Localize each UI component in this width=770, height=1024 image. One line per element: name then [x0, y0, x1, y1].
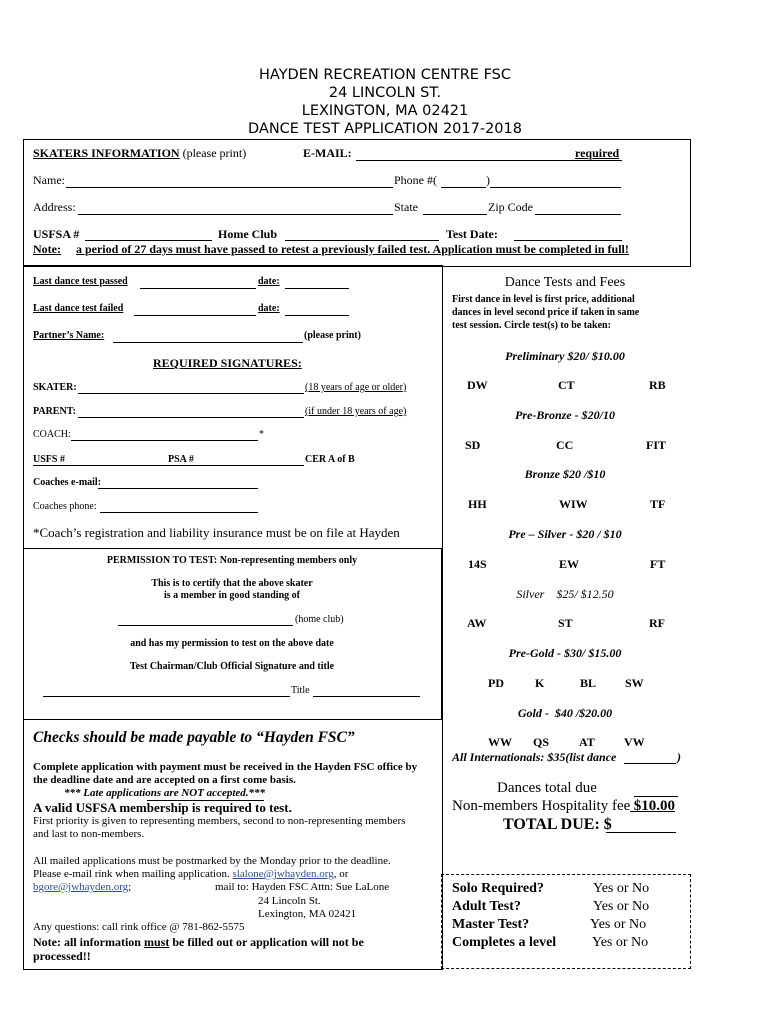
- name-input-line[interactable]: [66, 187, 393, 188]
- coach-star: *: [259, 429, 264, 440]
- permission-line-3: and has my permission to test on the above date: [130, 638, 334, 649]
- date2-label: date:: [258, 303, 280, 314]
- note-must-line: Note: all information must be filled out or application will not be: [33, 935, 364, 949]
- parent-sig-note: (if under 18 years of age): [305, 406, 407, 417]
- header-line-2: 24 LINCOLN ST.: [328, 85, 442, 101]
- usfs-line[interactable]: [33, 465, 168, 466]
- signatures-title: REQUIRED SIGNATURES:: [153, 356, 302, 370]
- skater-info-title: SKATERS INFORMATION (please print): [33, 146, 247, 160]
- skater-sig-note: (18 years of age or older): [305, 382, 407, 393]
- phone-label: Phone #(: [394, 173, 437, 187]
- hospitality-amount: $10.00: [630, 798, 675, 814]
- usfsa-input-line[interactable]: [85, 240, 212, 241]
- level-pre-bronze: Pre-Bronze - $20/10: [515, 408, 615, 422]
- official-title-label: Title: [291, 685, 310, 696]
- header-line-1: HAYDEN RECREATION CENTRE FSC: [259, 67, 511, 83]
- dance-qs[interactable]: QS: [533, 735, 550, 749]
- parent-sig-label: PARENT:: [33, 406, 76, 417]
- questions-line: Any questions: call rink office @ 781-862-5575: [33, 921, 245, 933]
- option-master-value[interactable]: Yes or No: [590, 917, 647, 932]
- complete-line-1: Complete application with payment must be received in the Hayden FSC office by: [33, 761, 418, 773]
- checks-payable: Checks should be made payable to “Hayden FSC”: [33, 729, 355, 746]
- permission-line-1: This is to certify that the above skater: [151, 578, 313, 589]
- dance-aw[interactable]: AW: [467, 616, 487, 630]
- dance-dw[interactable]: DW: [467, 378, 488, 392]
- fees-desc-1: First dance in level is first price, additional: [452, 294, 635, 305]
- late-applications: *** Late applications are NOT accepted.***: [64, 787, 266, 799]
- name-label: Name:: [33, 173, 65, 187]
- email-required: required: [575, 146, 620, 160]
- dance-sd[interactable]: SD: [465, 438, 481, 452]
- dances-total-line[interactable]: [634, 796, 678, 797]
- dance-pd[interactable]: PD: [488, 676, 504, 690]
- home-club-label: Home Club: [218, 227, 278, 241]
- level-silver: Silver $25/ $12.50: [516, 587, 614, 601]
- home-club-input-line[interactable]: [285, 240, 439, 241]
- last-failed-label: Last dance test failed: [33, 303, 124, 314]
- email-label: E-MAIL:: [303, 146, 352, 160]
- dance-tf[interactable]: TF: [650, 497, 666, 511]
- test-date-input-line[interactable]: [514, 240, 622, 241]
- partner-line[interactable]: [113, 342, 303, 343]
- coach-phone-line[interactable]: [100, 512, 258, 513]
- phone-paren: ): [486, 173, 490, 187]
- coach-phone-label: Coaches phone:: [33, 501, 97, 512]
- coach-email-line[interactable]: [98, 488, 258, 489]
- usfs-label: USFS #: [33, 454, 65, 465]
- total-due-label: TOTAL DUE: $: [503, 816, 612, 833]
- phone-area-line[interactable]: [441, 187, 486, 188]
- note-row: Note: a period of 27 days must have passed to retest a previously failed test. Application must be completed in full!: [33, 242, 629, 256]
- parent-sig-line[interactable]: [78, 417, 304, 418]
- dance-k[interactable]: K: [535, 676, 545, 690]
- dance-cc[interactable]: CC: [556, 438, 574, 452]
- coach-insurance-note: *Coach’s registration and liability insurance must be on file at Hayden: [33, 525, 400, 540]
- psa-line[interactable]: [168, 465, 304, 466]
- all-internationals: All Internationals: $35(list dance: [452, 750, 617, 764]
- option-solo-label: Solo Required?: [452, 881, 544, 896]
- state-label: State: [394, 200, 418, 214]
- last-failed-line[interactable]: [134, 315, 256, 316]
- note-processed: processed!!: [33, 949, 91, 963]
- level-pre-gold: Pre-Gold - $30/ $15.00: [508, 646, 622, 660]
- dance-fit[interactable]: FIT: [646, 438, 667, 452]
- dance-st[interactable]: ST: [558, 616, 573, 630]
- official-sig-line[interactable]: [43, 696, 290, 697]
- dance-hh[interactable]: HH: [468, 497, 487, 511]
- mail-addr-2: Lexington, MA 02421: [258, 908, 357, 920]
- level-pre-silver: Pre – Silver - $20 / $10: [508, 527, 622, 541]
- email-link-2[interactable]: bgore@jwhayden.org: [33, 881, 129, 893]
- dance-rb[interactable]: RB: [649, 378, 666, 392]
- option-solo-value[interactable]: Yes or No: [593, 881, 650, 896]
- level-gold: Gold - $40 /$20.00: [517, 706, 613, 720]
- usfsa-required: A valid USFSA membership is required to test.: [33, 800, 292, 815]
- header-line-4: DANCE TEST APPLICATION 2017-2018: [248, 121, 522, 137]
- zip-input-line[interactable]: [535, 214, 621, 215]
- dance-vw[interactable]: VW: [624, 735, 645, 749]
- dance-ct[interactable]: CT: [558, 378, 575, 392]
- dance-ww[interactable]: WW: [488, 735, 512, 749]
- official-title-line[interactable]: [313, 696, 420, 697]
- priority-line-1: First priority is given to representing members, second to non-representing members: [33, 815, 406, 827]
- dance-bl[interactable]: BL: [580, 676, 597, 690]
- option-adult-label: Adult Test?: [452, 899, 521, 914]
- zip-label: Zip Code: [488, 200, 533, 214]
- psa-label: PSA #: [168, 454, 194, 465]
- address-input-line[interactable]: [78, 214, 393, 215]
- mail-addr-1: 24 Lincoln St.: [258, 895, 321, 907]
- hospitality-label: Non-members Hospitality fee: [452, 798, 631, 814]
- skater-sig-line[interactable]: [78, 393, 304, 394]
- state-input-line[interactable]: [423, 214, 487, 215]
- email-line: Please e-mail rink when mailing application. slalone@jwhayden.org, or: [33, 868, 349, 880]
- email-line-2: bgore@jwhayden.org;: [33, 881, 132, 893]
- option-level-label: Completes a level: [452, 935, 557, 950]
- priority-line-2: and last to non-members.: [33, 828, 145, 840]
- permission-title: PERMISSION TO TEST: Non-representing members only: [106, 555, 358, 566]
- option-level-value[interactable]: Yes or No: [592, 935, 649, 950]
- email-link-1[interactable]: slalone@jwhayden.org: [232, 868, 334, 880]
- intl-end: ): [677, 750, 681, 764]
- coach-sig-label: COACH:: [33, 429, 71, 440]
- permission-home-club-line[interactable]: [118, 625, 293, 626]
- dances-total-label: Dances total due: [497, 780, 597, 796]
- intl-dance-line[interactable]: [624, 763, 676, 764]
- date1-line[interactable]: [285, 288, 349, 289]
- dance-sw[interactable]: SW: [625, 676, 644, 690]
- level-bronze: Bronze $20 /$10: [524, 467, 606, 481]
- permission-box: [23, 548, 442, 720]
- test-date-label: Test Date:: [446, 227, 498, 241]
- fees-title: Dance Tests and Fees: [504, 275, 626, 290]
- dance-rf[interactable]: RF: [649, 616, 665, 630]
- address-label: Address:: [33, 200, 76, 214]
- coach-sig-line[interactable]: [71, 440, 258, 441]
- mail-to: mail to: Hayden FSC Attn: Sue LaLone: [215, 881, 390, 893]
- mailed-line: All mailed applications must be postmarked by the Monday prior to the deadline.: [33, 855, 391, 867]
- skater-sig-label: SKATER:: [33, 382, 77, 393]
- permission-home-club: (home club): [295, 614, 344, 625]
- last-passed-label: Last dance test passed: [33, 276, 128, 287]
- total-due-line[interactable]: [606, 832, 676, 833]
- dance-at[interactable]: AT: [579, 735, 595, 749]
- option-adult-value[interactable]: Yes or No: [593, 899, 650, 914]
- partner-label: Partner’s Name:: [33, 330, 105, 341]
- date2-line[interactable]: [285, 315, 349, 316]
- permission-line-4: Test Chairman/Club Official Signature and title: [129, 661, 335, 672]
- partner-note: (please print): [304, 330, 361, 341]
- complete-line-2: the deadline date and are accepted on a first come basis.: [33, 774, 296, 786]
- cer-label: CER A of B: [305, 454, 355, 465]
- level-preliminary: Preliminary $20/ $10.00: [505, 349, 625, 363]
- permission-line-2: is a member in good standing of: [164, 590, 300, 601]
- dance-ew[interactable]: EW: [559, 557, 580, 571]
- dance-wiw[interactable]: WIW: [559, 497, 588, 511]
- phone-input-line[interactable]: [490, 187, 621, 188]
- dance-14s[interactable]: 14S: [468, 557, 487, 571]
- fees-desc-3: test session. Circle test(s) to be taken:: [452, 320, 611, 331]
- fees-desc-2: dances in level second price if taken in same: [452, 307, 640, 318]
- last-passed-line[interactable]: [140, 288, 256, 289]
- coach-email-label: Coaches e-mail:: [33, 477, 102, 488]
- dance-ft[interactable]: FT: [650, 557, 666, 571]
- option-master-label: Master Test?: [452, 917, 530, 932]
- date1-label: date:: [258, 276, 280, 287]
- usfsa-label: USFSA #: [33, 227, 80, 241]
- header-line-3: LEXINGTON, MA 02421: [301, 103, 469, 119]
